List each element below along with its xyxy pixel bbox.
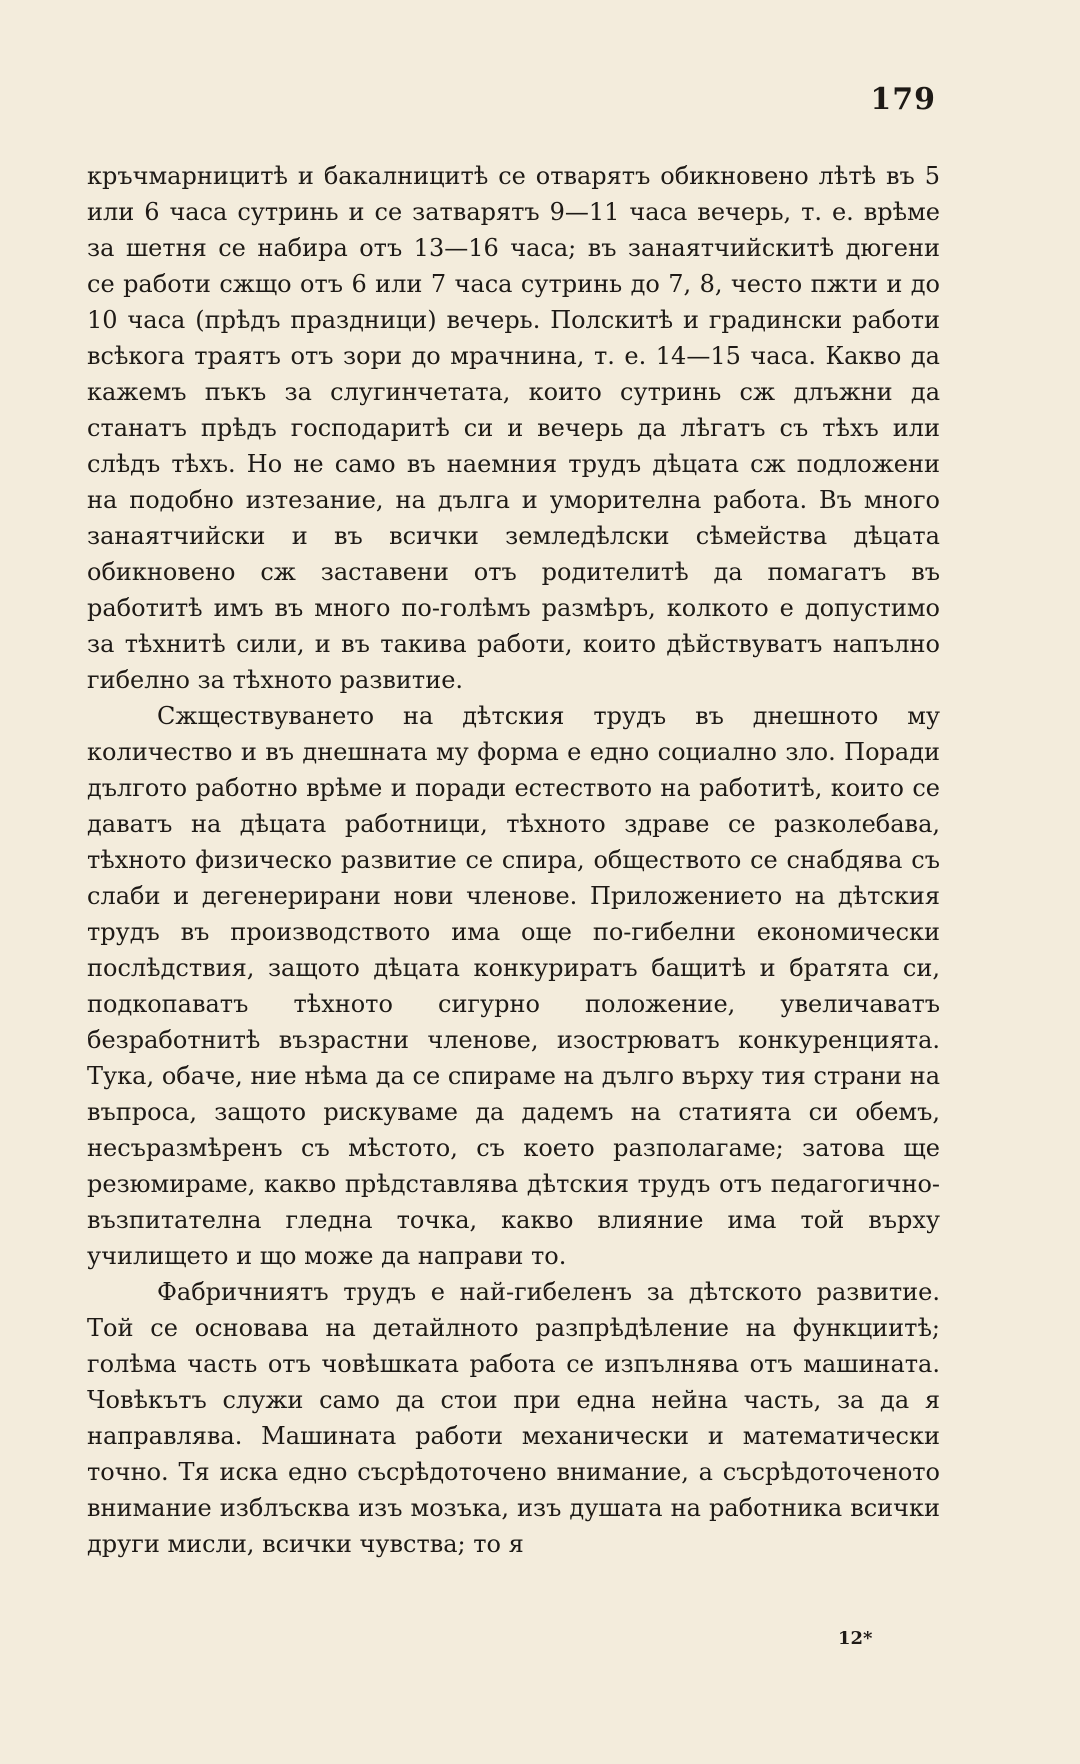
paragraph-child-labor-social-evil: Сжществуването на дѣтския трудъ въ днешното му количество и въ днешната му форма е едно социално зло. Поради дългото работно врѣме и поради естеството на работитѣ, които се даватъ на дѣцата работници, тѣхното здраве се разколебава, тѣхното физическо развитие се спира, обществото се снабдява съ слаби и дегенерирани нови членове. Приложението на дѣтския трудъ въ производството има още по-гибелни економически послѣдствия, защото дѣцата конкуриратъ бащитѣ и братята си, подкопаватъ тѣхното сигурно положение, увеличаватъ безработнитѣ възрастни членове, изострюватъ конкуренцията. Тука, обаче, ние нѣма да се спираме на дълго върху тия страни на въпроса, защото рискуваме да дадемъ на статията си обемъ, несъразмѣренъ съ мѣстото, съ което разполагаме; затова ще резюмираме, какво прѣдставлява дѣтския трудъ отъ педагогично-възпитателна гледна точка, какво влияние има той върху училището и що може да направи то. <box>87 702 940 1270</box>
page-body <box>87 158 940 1562</box>
page-number: 179 <box>870 82 936 117</box>
paragraph-factory-labor: Фабричниятъ трудъ е най-гибеленъ за дѣтското развитие. Той се основава на детайлното разпрѣдѣление на функциитѣ; голѣма часть отъ човѣшката работа се изпълнява отъ машината. Човѣкътъ служи само да стои при една нейна часть, за да я направлява. Машината работи механически и математически точно. Тя иска едно съсрѣдоточено внимание, а съсрѣдоточеното внимание изблъсква изъ мозъка, изъ душата на работника всички други мисли, всички чувства; то я <box>87 1278 940 1558</box>
signature-mark: 12* <box>838 1628 873 1649</box>
paragraph-continued: кръчмарницитѣ и бакалницитѣ се отварятъ обикновено лѣтѣ въ 5 или 6 часа сутринь и се затварятъ 9—11 часа вечерь, т. е. врѣме за шетня се набира отъ 13—16 часа; въ занаятчийскитѣ дюгени се работи сжщо отъ 6 или 7 часа сутринь до 7, 8, често пжти и до 10 часа (прѣдъ праздници) вечерь. Полскитѣ и градински работи всѣкога траятъ отъ зори до мрачнина, т. е. 14—15 часа. Какво да кажемъ пъкъ за слугинчетата, които сутринь сж длъжни да станатъ прѣдъ господаритѣ си и вечерь да лѣгатъ съ тѣхъ или слѣдъ тѣхъ. Но не само въ наемния трудъ дѣцата сж подложени на подобно изтезание, на дълга и уморителна работа. Въ много занаятчийски и въ всички земледѣлски сѣмейства дѣцата обикновено сж заставени отъ родителитѣ да помагатъ въ работитѣ имъ въ много по-голѣмъ размѣръ, колкото е допустимо за тѣхнитѣ сили, и въ такива работи, които дѣйствуватъ напълно гибелно за тѣхното развитие. <box>87 162 940 694</box>
